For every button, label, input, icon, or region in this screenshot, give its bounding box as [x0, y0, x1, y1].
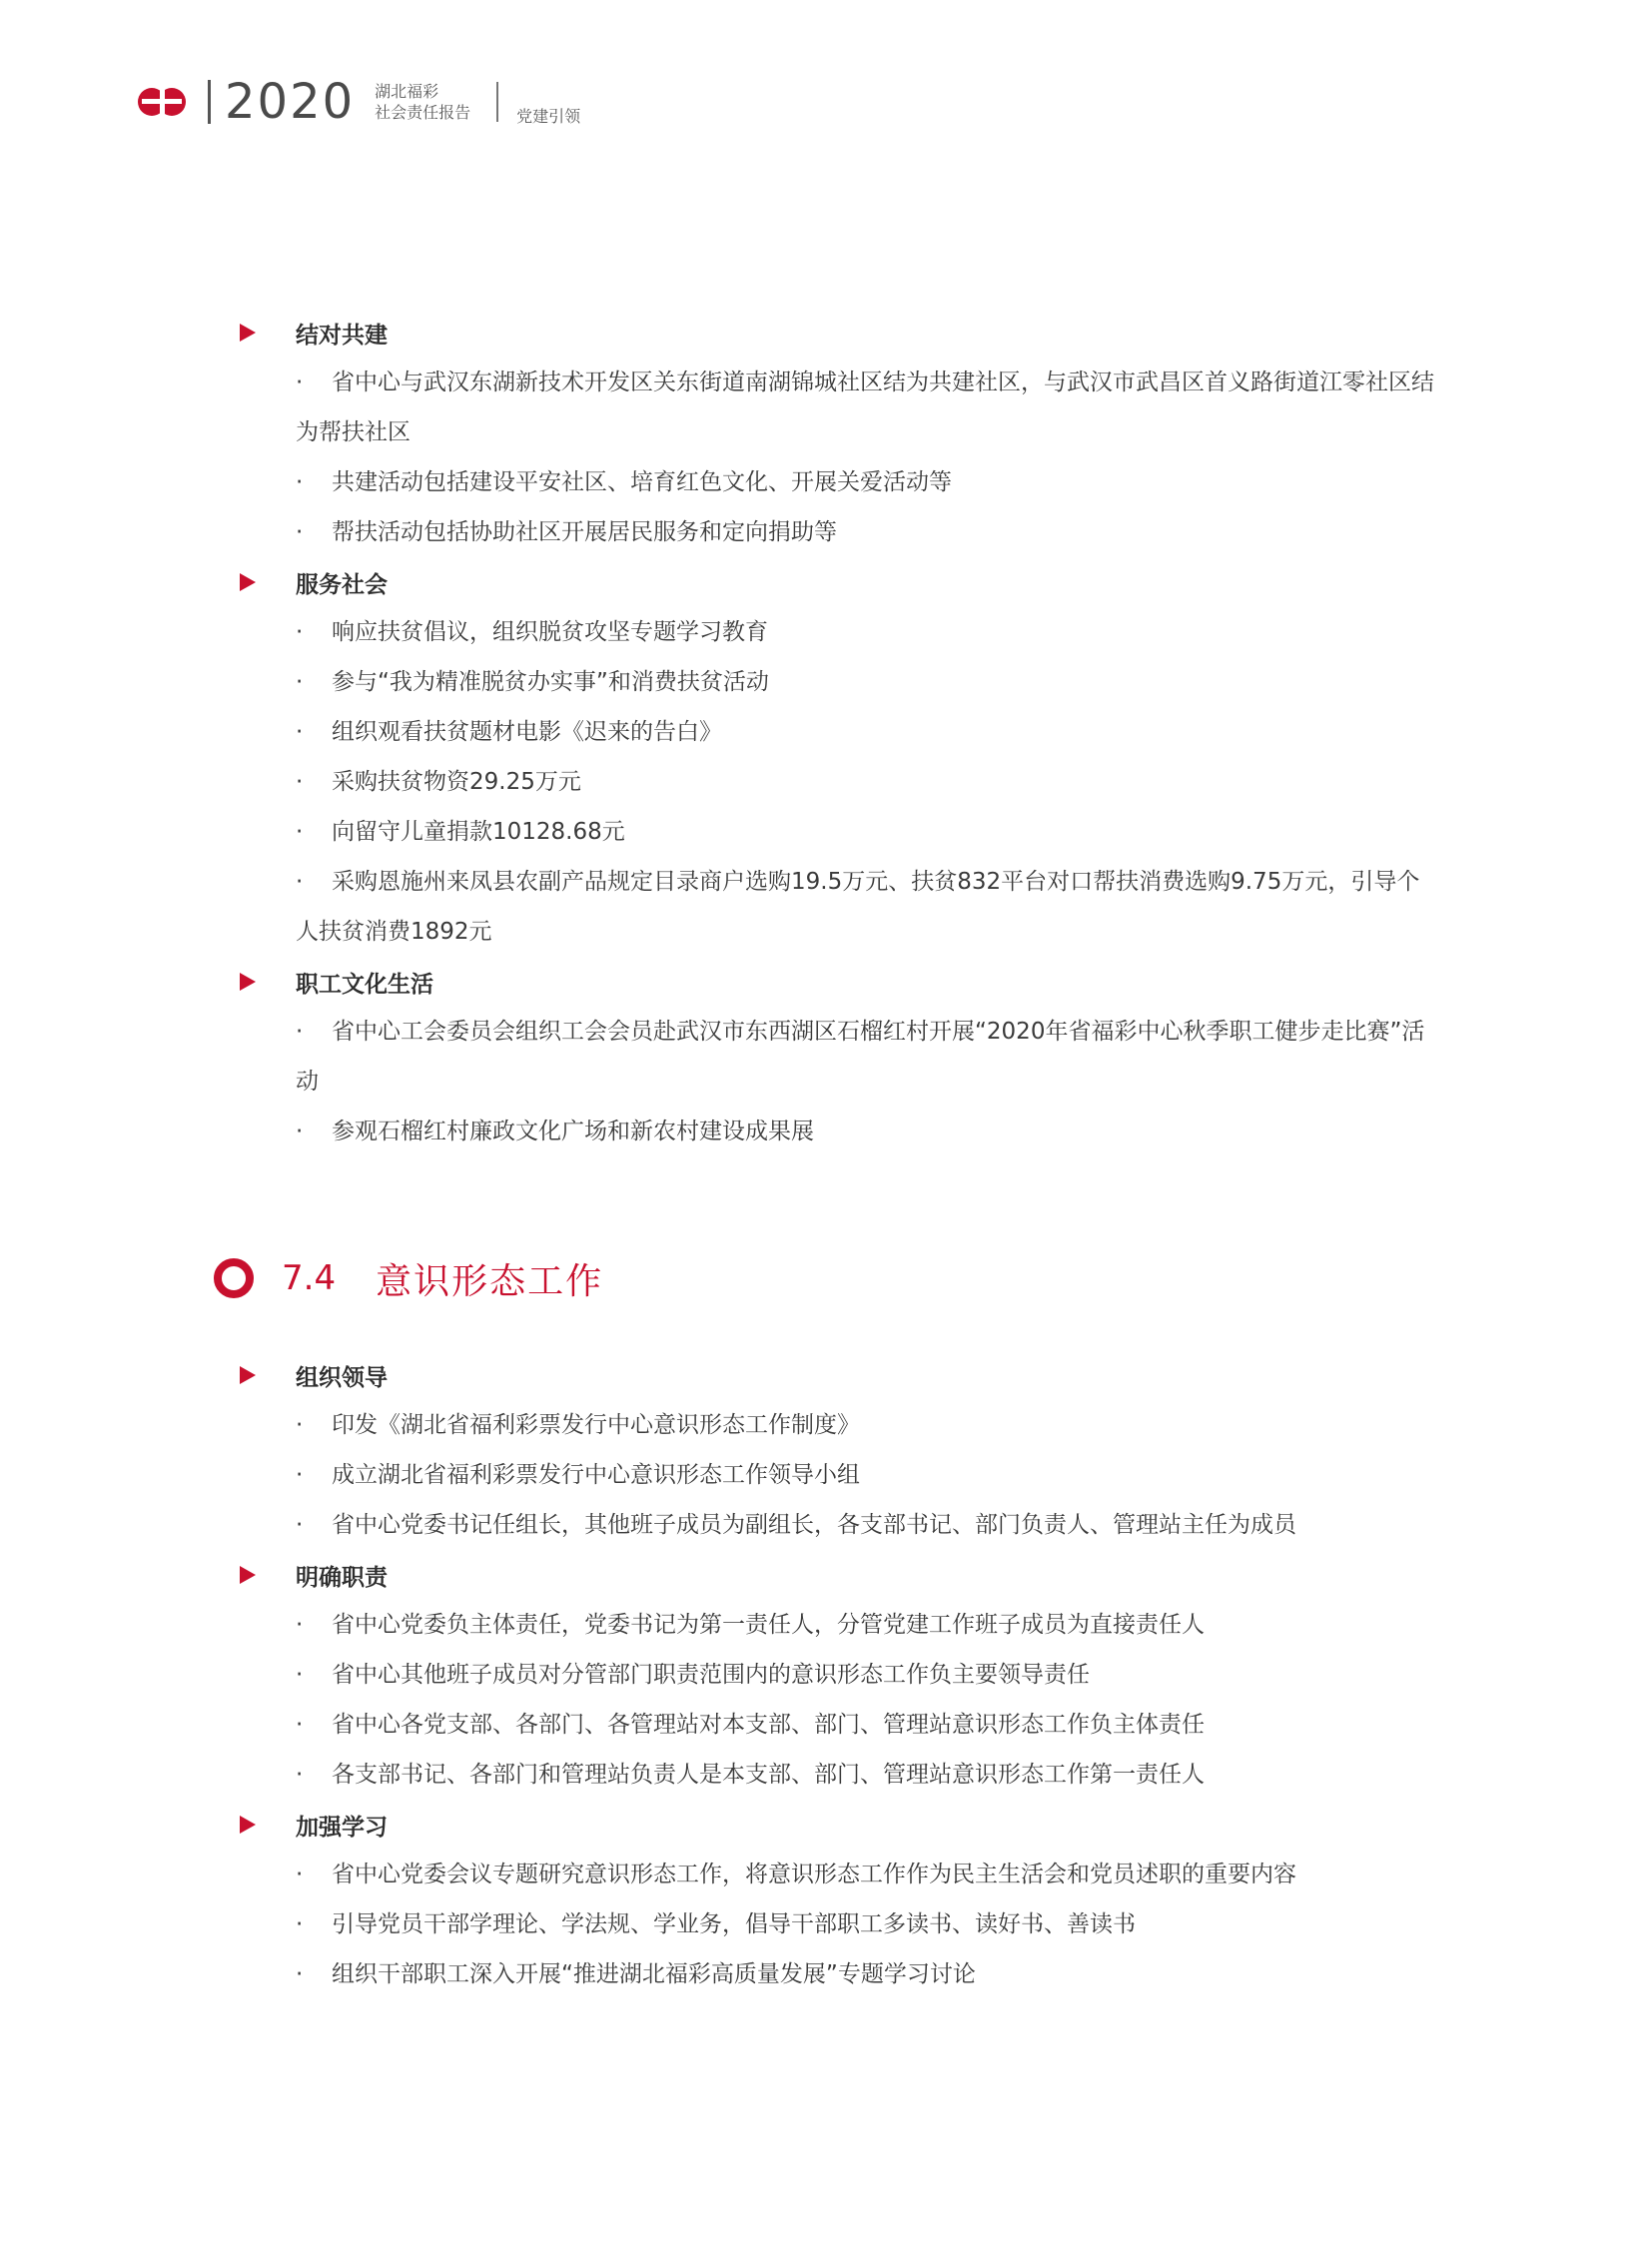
page-header [134, 72, 580, 132]
content-part-2 [236, 1350, 1434, 1999]
list-item: · 省中心党委负主体责任，党委书记为第一责任人，分管党建工作班子成员为直接责任人 [296, 1612, 1205, 1638]
header-divider [208, 80, 211, 124]
chapter-tag: 党建引领 [516, 106, 581, 126]
list-item: · 共建活动包括建设平安社区、培育红色文化、开展关爱活动等 [296, 469, 952, 495]
triangle-bullet-icon [240, 324, 256, 342]
triangle-bullet-icon [240, 973, 256, 991]
section-title: 意识形态工作 [376, 1260, 604, 1302]
list-item: · 省中心与武汉东湖新技术开发区关东街道南湖锦城社区结为共建社区，与武汉市武昌区首义路街道江零社区结为帮扶社区 [296, 370, 1434, 445]
list-item: · 向留守儿童捐款10128.68元 [296, 819, 625, 845]
triangle-bullet-icon [240, 1816, 256, 1834]
triangle-bullet-icon [240, 573, 256, 591]
list-item: · 各支部书记、各部门和管理站负责人是本支部、部门、管理站意识形态工作第一责任人 [296, 1762, 1205, 1788]
list-item: · 参观石榴红村廉政文化广场和新农村建设成果展 [296, 1119, 814, 1144]
group-title: 服务社会 [236, 557, 1434, 607]
list-item: · 帮扶活动包括协助社区开展居民服务和定向捐助等 [296, 519, 837, 545]
group-title: 组织领导 [236, 1350, 1434, 1400]
report-year: 2020 [225, 74, 356, 130]
list-item: · 采购恩施州来凤县农副产品规定目录商户选购19.5万元、扶贫832平台对口帮扶消费选购9.75万元，引导个人扶贫消费1892元 [296, 869, 1420, 945]
report-subtitle [375, 81, 470, 123]
header-divider-2 [496, 82, 498, 122]
list-item: · 印发《湖北省福利彩票发行中心意识形态工作制度》 [296, 1412, 860, 1438]
list-item: · 响应扶贫倡议，组织脱贫攻坚专题学习教育 [296, 619, 768, 645]
subtitle-line-1: 湖北福彩 [375, 82, 439, 101]
list-item: · 省中心工会委员会组织工会会员赴武汉市东西湖区石榴红村开展“2020年省福彩中心秋季职工健步走比赛”活动 [296, 1019, 1425, 1095]
content-part-1 [236, 308, 1434, 1156]
list-item: · 省中心各党支部、各部门、各管理站对本支部、部门、管理站意识形态工作负主体责任 [296, 1712, 1205, 1738]
list-item: · 参与“我为精准脱贫办实事”和消费扶贫活动 [296, 669, 769, 695]
welfare-lottery-logo-icon [134, 77, 190, 127]
triangle-bullet-icon [240, 1566, 256, 1584]
group-title: 职工文化生活 [236, 957, 1434, 1007]
list-item: · 组织观看扶贫题材电影《迟来的告白》 [296, 719, 722, 745]
ring-bullet-icon [214, 1258, 254, 1298]
list-item: · 组织干部职工深入开展“推进湖北福彩高质量发展”专题学习讨论 [296, 1961, 976, 1987]
list-item: · 引导党员干部学理论、学法规、学业务，倡导干部职工多读书、读好书、善读书 [296, 1911, 1136, 1937]
triangle-bullet-icon [240, 1366, 256, 1384]
list-item: · 省中心党委会议专题研究意识形态工作，将意识形态工作作为民主生活会和党员述职的重要内容 [296, 1862, 1296, 1887]
list-item: · 省中心党委书记任组长，其他班子成员为副组长，各支部书记、部门负责人、管理站主任为成员 [296, 1512, 1296, 1538]
section-heading [214, 1248, 603, 1308]
section-number: 7.4 [282, 1258, 337, 1298]
group-title: 加强学习 [236, 1800, 1434, 1850]
list-item: · 采购扶贫物资29.25万元 [296, 769, 581, 795]
subtitle-line-2: 社会责任报告 [375, 103, 471, 122]
list-item: · 省中心其他班子成员对分管部门职责范围内的意识形态工作负主要领导责任 [296, 1662, 1090, 1688]
list-item: · 成立湖北省福利彩票发行中心意识形态工作领导小组 [296, 1462, 860, 1488]
group-title: 结对共建 [236, 308, 1434, 358]
group-title: 明确职责 [236, 1550, 1434, 1600]
